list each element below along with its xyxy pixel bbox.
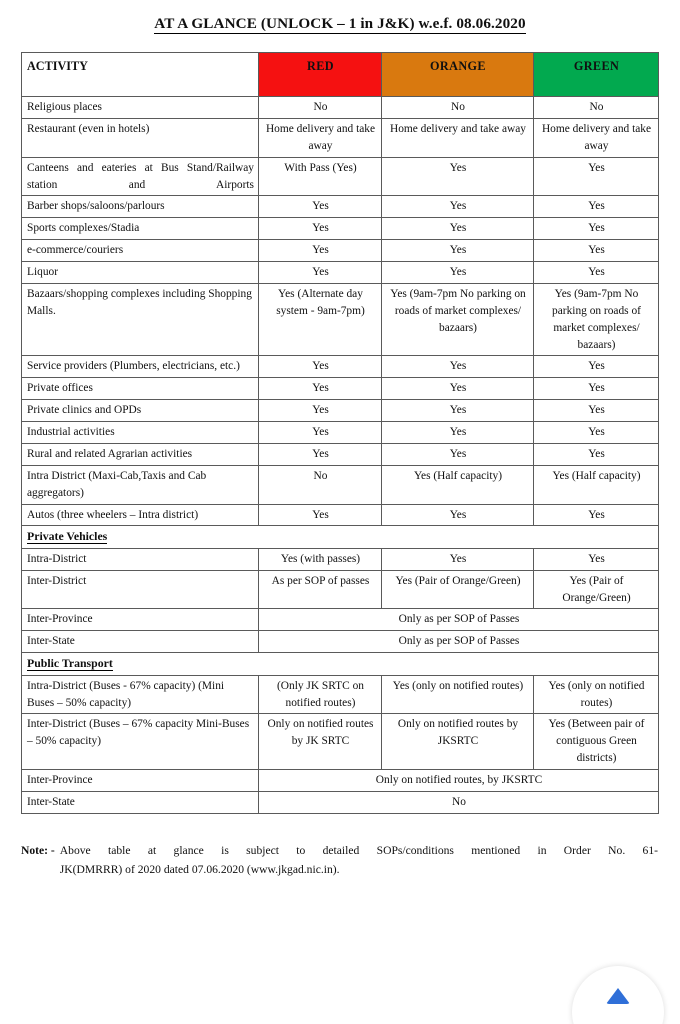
cell-activity: Inter-Province (22, 770, 259, 792)
section-title (22, 526, 659, 548)
cell-orange: Yes (Pair of Orange/Green) (382, 570, 534, 609)
cell-green: Yes (534, 356, 659, 378)
table-row (22, 770, 659, 792)
cell-green: Yes (534, 504, 659, 526)
cell-red: Yes (259, 504, 382, 526)
footer-note (0, 814, 680, 880)
column-header-green: GREEN (534, 53, 659, 97)
section-title (22, 653, 659, 675)
table-body (22, 97, 659, 814)
table-row (22, 422, 659, 444)
cell-orange: Yes (382, 400, 534, 422)
cell-activity: Service providers (Plumbers, electricians, etc.) (22, 356, 259, 378)
cell-orange: Yes (Half capacity) (382, 465, 534, 504)
cell-merged-value: Only on notified routes, by JKSRTC (259, 770, 659, 792)
cell-red: Yes (259, 356, 382, 378)
cell-red: Yes (259, 196, 382, 218)
cell-green: Yes (534, 196, 659, 218)
cell-orange: Yes (382, 504, 534, 526)
table-row (22, 283, 659, 356)
cell-red: Yes (259, 443, 382, 465)
table-row (22, 609, 659, 631)
cell-red: (Only JK SRTC on notified routes) (259, 675, 382, 714)
cell-merged-value: Only as per SOP of Passes (259, 609, 659, 631)
table-row (22, 218, 659, 240)
cell-orange: Yes (382, 240, 534, 262)
cell-activity: Inter-District (Buses – 67% capacity Mini-Buses – 50% capacity) (22, 714, 259, 770)
cell-red: Home delivery and take away (259, 118, 382, 157)
cell-green: Yes (Between pair of contiguous Green districts) (534, 714, 659, 770)
cell-activity: Bazaars/shopping complexes including Shopping Malls. (22, 283, 259, 356)
note-line-2: JK(DMRRR) of 2020 dated 07.06.2020 (www.jkgad.nic.in). (59, 862, 340, 876)
cell-activity: Intra-District (Buses - 67% capacity) (Mini Buses – 50% capacity) (22, 675, 259, 714)
cell-activity: Liquor (22, 262, 259, 284)
table-row (22, 400, 659, 422)
cell-red: No (259, 465, 382, 504)
cell-green: Yes (only on notified routes) (534, 675, 659, 714)
cell-activity: Private offices (22, 378, 259, 400)
page-title-text: AT A GLANCE (UNLOCK – 1 in J&K) w.e.f. 08.06.2020 (154, 15, 526, 32)
cell-red: No (259, 97, 382, 119)
table-row (22, 465, 659, 504)
table-row (22, 157, 659, 196)
cell-green: Yes (Half capacity) (534, 465, 659, 504)
table-row (22, 504, 659, 526)
cell-green: Yes (534, 240, 659, 262)
scroll-up-arrow-icon (606, 988, 630, 1004)
cell-red: Only on notified routes by JK SRTC (259, 714, 382, 770)
cell-activity: Inter-State (22, 791, 259, 813)
table-row (22, 570, 659, 609)
page-title (0, 0, 680, 35)
cell-orange: Yes (382, 356, 534, 378)
table-header (22, 53, 659, 97)
cell-orange: Yes (382, 378, 534, 400)
cell-orange: No (382, 97, 534, 119)
cell-orange: Yes (382, 422, 534, 444)
cell-green: Home delivery and take away (534, 118, 659, 157)
table-container (0, 35, 680, 814)
table-header-row (22, 53, 659, 97)
cell-red: Yes (with passes) (259, 548, 382, 570)
cell-merged-value: Only as per SOP of Passes (259, 631, 659, 653)
table-row (22, 675, 659, 714)
cell-green: Yes (Pair of Orange/Green) (534, 570, 659, 609)
cell-orange: Home delivery and take away (382, 118, 534, 157)
cell-activity: Industrial activities (22, 422, 259, 444)
cell-orange: Only on notified routes by JKSRTC (382, 714, 534, 770)
cell-orange: Yes (382, 548, 534, 570)
cell-red: With Pass (Yes) (259, 157, 382, 196)
cell-activity: Sports complexes/Stadia (22, 218, 259, 240)
column-header-activity: ACTIVITY (22, 53, 259, 97)
table-row (22, 714, 659, 770)
section-title-underline: Private Vehicles (27, 529, 108, 544)
cell-orange: Yes (only on notified routes) (382, 675, 534, 714)
cell-green: No (534, 97, 659, 119)
cell-red: Yes (259, 400, 382, 422)
cell-activity: Inter-District (22, 570, 259, 609)
cell-green: Yes (534, 157, 659, 196)
cell-activity: Barber shops/saloons/parlours (22, 196, 259, 218)
cell-red: Yes (Alternate day system - 9am-7pm) (259, 283, 382, 356)
cell-activity: Intra District (Maxi-Cab,Taxis and Cab aggregators) (22, 465, 259, 504)
cell-activity: Canteens and eateries at Bus Stand/Railway station and Airports (22, 157, 259, 196)
table-row (22, 378, 659, 400)
cell-activity: Inter-State (22, 631, 259, 653)
cell-orange: Yes (382, 443, 534, 465)
column-header-red: RED (259, 53, 382, 97)
cell-orange: Yes (382, 218, 534, 240)
cell-merged-value: No (259, 791, 659, 813)
cell-activity: Autos (three wheelers – Intra district) (22, 504, 259, 526)
cell-green: Yes (534, 422, 659, 444)
table-row (22, 631, 659, 653)
cell-red: Yes (259, 262, 382, 284)
cell-activity: Private clinics and OPDs (22, 400, 259, 422)
cell-activity: Inter-Province (22, 609, 259, 631)
table-row (22, 791, 659, 813)
column-header-orange: ORANGE (382, 53, 534, 97)
section-title-underline: Public Transport (27, 656, 113, 671)
note-label: Note: - (21, 843, 55, 857)
cell-red: Yes (259, 240, 382, 262)
table-section-row (22, 653, 659, 675)
cell-activity: Religious places (22, 97, 259, 119)
table-section-row (22, 526, 659, 548)
cell-green: Yes (534, 548, 659, 570)
cell-green: Yes (534, 218, 659, 240)
table-row (22, 548, 659, 570)
table-row (22, 443, 659, 465)
table-row (22, 118, 659, 157)
cell-green: Yes (9am-7pm No parking on roads of market complexes/ bazaars) (534, 283, 659, 356)
cell-activity: Rural and related Agrarian activities (22, 443, 259, 465)
cell-orange: Yes (382, 196, 534, 218)
cell-red: Yes (259, 422, 382, 444)
table-row (22, 262, 659, 284)
table-row (22, 240, 659, 262)
cell-green: Yes (534, 400, 659, 422)
cell-activity: Restaurant (even in hotels) (22, 118, 259, 157)
cell-orange: Yes (382, 262, 534, 284)
table-row (22, 196, 659, 218)
cell-red: As per SOP of passes (259, 570, 382, 609)
cell-red: Yes (259, 378, 382, 400)
note-row (21, 842, 658, 880)
table-row (22, 356, 659, 378)
note-body (60, 842, 658, 880)
cell-orange: Yes (382, 157, 534, 196)
at-a-glance-table (21, 52, 659, 814)
cell-orange: Yes (9am-7pm No parking on roads of market complexes/ bazaars) (382, 283, 534, 356)
cell-activity: Intra-District (22, 548, 259, 570)
cell-green: Yes (534, 378, 659, 400)
cell-activity: e-commerce/couriers (22, 240, 259, 262)
cell-green: Yes (534, 262, 659, 284)
note-line-1: Above table at glance is subject to detailed SOPs/conditions mentioned in Order No. 61- (59, 843, 658, 857)
scroll-to-top-button[interactable] (572, 966, 664, 1024)
cell-green: Yes (534, 443, 659, 465)
cell-red: Yes (259, 218, 382, 240)
table-row (22, 97, 659, 119)
